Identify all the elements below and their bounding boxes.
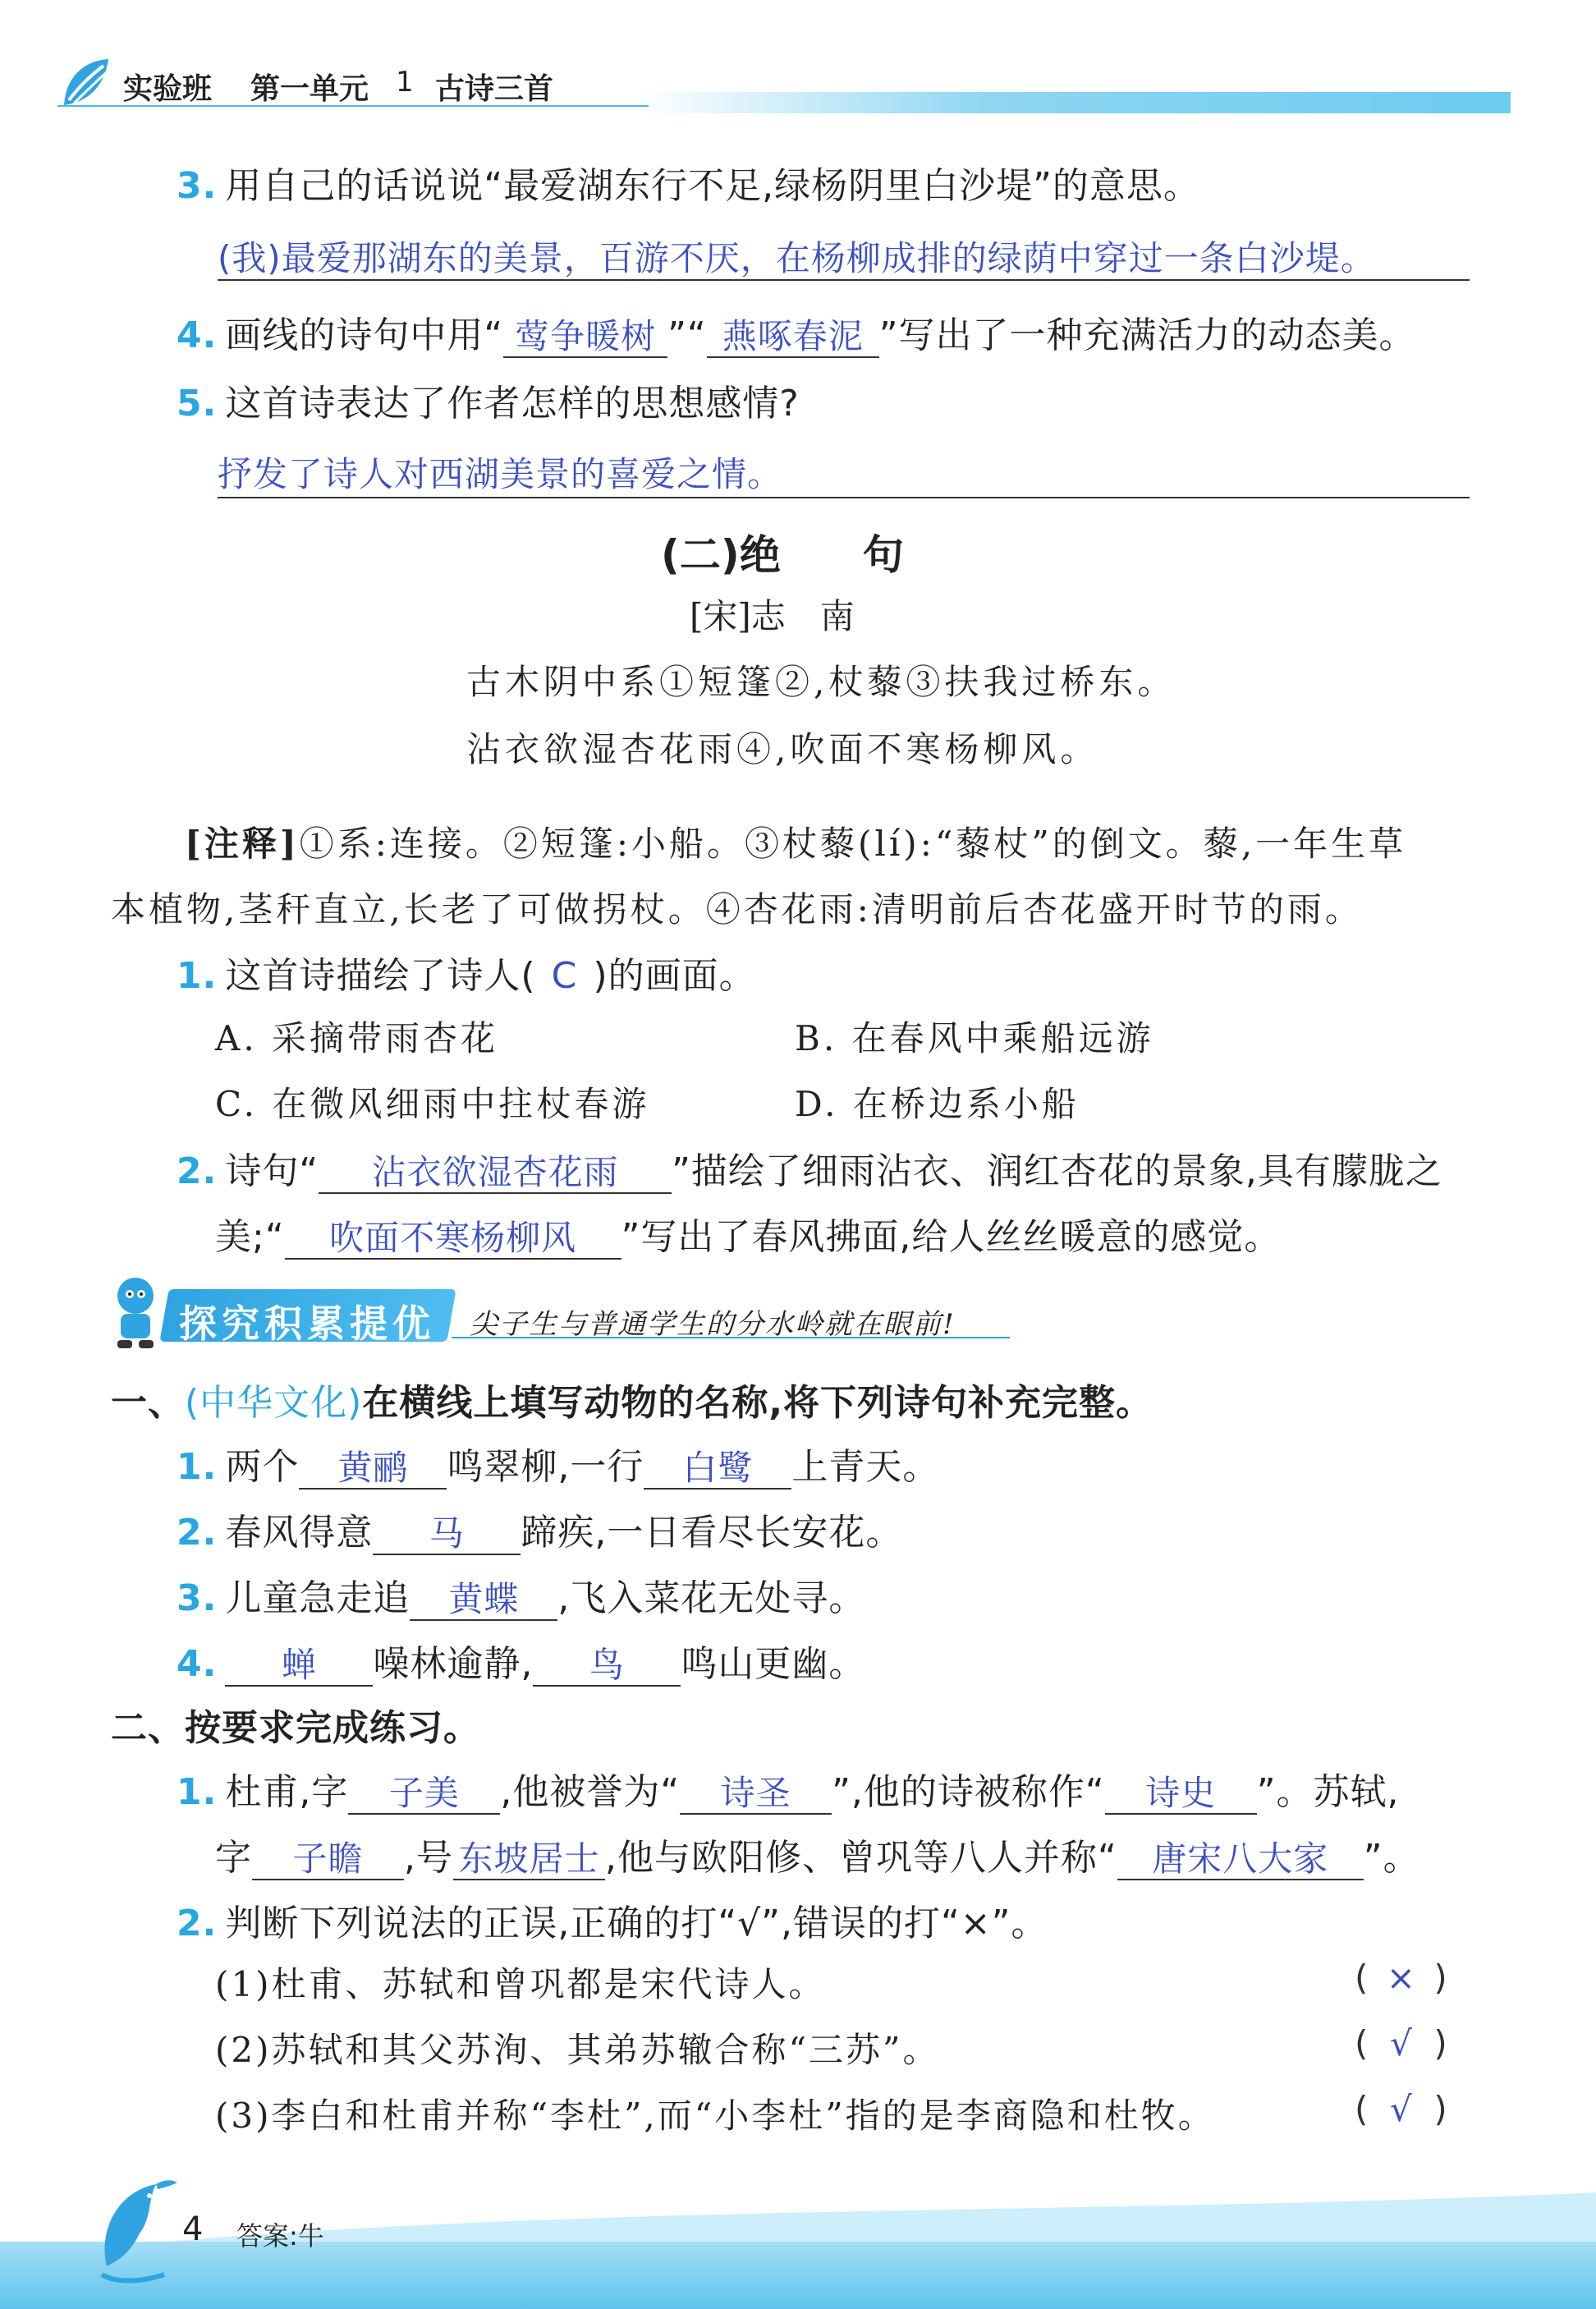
judge-bracket-2: ( √ ) xyxy=(1355,2023,1447,2063)
answer-blank: 诗史 xyxy=(1105,1774,1257,1815)
answer-blank: 子瞻 xyxy=(252,1839,404,1880)
option-b: B. 在春风中乘船远游 xyxy=(795,1018,1154,1058)
answer-blank: 东坡居士 xyxy=(453,1839,605,1880)
mascot-icon xyxy=(103,1271,168,1353)
question-5: 5. 这首诗表达了作者怎样的思想感情? xyxy=(177,383,800,425)
exercise-2-question-1-cont: 字 子瞻 ,号 东坡居士 ,他与欧阳修、曾巩等八人并称“ 唐宋八大家 ”。 xyxy=(215,1837,1420,1879)
poem-title: (二)绝 句 xyxy=(661,531,904,579)
answer-line xyxy=(218,497,1470,498)
exercise-1-item-1: 1. 两个 黄鹂 鸣翠柳,一行 白鹭 上青天。 xyxy=(177,1446,940,1488)
poem-line-2: 沾衣欲湿杏花雨④,吹面不寒杨柳风。 xyxy=(466,729,1099,769)
answer-blank: 马 xyxy=(373,1514,521,1555)
question-4: 4. 画线的诗句中用“ 莺争暖树 ”“ 燕啄春泥 ”写出了一种充满活力的动态美。 xyxy=(177,314,1416,356)
exercise-2-heading: 二、按要求完成练习。 xyxy=(111,1707,480,1749)
judge-mark-3: √ xyxy=(1390,2089,1412,2129)
option-c: C. 在微风细雨中拄杖春游 xyxy=(215,1084,650,1124)
judge-mark-1: × xyxy=(1386,1958,1415,1998)
answer-blank: 黄鹂 xyxy=(299,1448,447,1490)
exercise-1-item-3: 3. 儿童急走追 黄蝶 ,飞入菜花无处寻。 xyxy=(177,1577,866,1619)
header-series: 实验班 xyxy=(123,72,213,106)
exercise-2-question-1: 1. 杜甫,字 子美 ,他被誉为“ 诗圣 ”,他的诗被称作“ 诗史 ”。苏轼, xyxy=(177,1771,1400,1813)
answer-blank: 鸟 xyxy=(533,1646,681,1687)
answer-blank: 黄蝶 xyxy=(410,1580,557,1621)
judge-item-3: (3)李白和杜甫并称“李杜”,而“小李杜”指的是李商隐和杜牧。 xyxy=(215,2096,1215,2136)
answer-blank: 吹面不寒杨柳风 xyxy=(285,1219,621,1260)
answer-blank: 子美 xyxy=(348,1774,500,1815)
notes-label: [注释] xyxy=(185,824,300,864)
leaf-logo-icon xyxy=(57,54,115,112)
header-underline xyxy=(57,105,649,107)
answer-blank: 蝉 xyxy=(225,1646,373,1687)
part2-question-1: 1. 这首诗描绘了诗人( C )的画面。 xyxy=(177,955,756,997)
judge-mark-2: √ xyxy=(1390,2023,1412,2063)
footer-brand: 答案:牛 xyxy=(236,2220,324,2252)
judge-item-1: (1)杜甫、苏轼和曾巩都是宋代诗人。 xyxy=(215,1964,826,2004)
answer-blank: 唐宋八大家 xyxy=(1117,1839,1364,1880)
judge-bracket-3: ( √ ) xyxy=(1355,2089,1447,2129)
culture-tag: (中华文化) xyxy=(185,1382,363,1424)
exercise-1-heading: 一、(中华文化)在横线上填写动物的名称,将下列诗句补充完整。 xyxy=(111,1382,1153,1424)
question-3: 3. 用自己的话说说“最爱湖东行不足,绿杨阴里白沙堤”的意思。 xyxy=(177,165,1200,207)
banner-underline xyxy=(452,1337,1010,1338)
answer-blank: 燕啄春泥 xyxy=(707,317,879,358)
poem-notes-line-2: 本植物,茎秆直立,长老了可做拐杖。④杏花雨:清明前后杏花盛开时节的雨。 xyxy=(111,889,1363,930)
exercise-1-item-2: 2. 春风得意 马 蹄疾,一日看尽长安花。 xyxy=(177,1512,903,1554)
question-5-answer: 抒发了诗人对西湖美景的喜爱之情。 xyxy=(218,454,783,494)
judge-item-2: (2)苏轼和其父苏洵、其弟苏辙合称“三苏”。 xyxy=(215,2030,940,2070)
poem-notes-line-1: [注释]①系:连接。②短篷:小船。③杖藜(lí):“藜杖”的倒文。藜,一年生草 xyxy=(185,824,1407,864)
option-a: A. 采摘带雨杏花 xyxy=(215,1018,499,1058)
answer-blank: 沾衣欲湿杏花雨 xyxy=(319,1153,672,1194)
header-lesson-number: 1 xyxy=(396,66,414,99)
part2-question-2: 2. 诗句“ 沾衣欲湿杏花雨 ”描绘了细雨沾衣、润红杏花的景象,具有朦胧之 xyxy=(177,1150,1442,1192)
header-bar xyxy=(640,92,1511,113)
part2-question-2-cont: 美;“ 吹面不寒杨柳风 ”写出了春风拂面,给人丝丝暖意的感觉。 xyxy=(215,1216,1282,1258)
dolphin-icon xyxy=(90,2168,181,2291)
answer-blank: 白鹭 xyxy=(644,1448,791,1490)
exercise-1-item-4: 4. 蝉 噪林逾静, 鸟 鸣山更幽。 xyxy=(177,1643,866,1685)
header-lesson-title: 古诗三首 xyxy=(435,72,554,106)
answer-line xyxy=(218,279,1470,281)
poem-line-1: 古木阴中系①短篷②,杖藜③扶我过桥东。 xyxy=(466,662,1176,702)
exercise-2-question-2: 2. 判断下列说法的正误,正确的打“√”,错误的打“×”。 xyxy=(177,1903,1048,1944)
answer-blank: 诗圣 xyxy=(680,1774,832,1815)
page-number: 4 xyxy=(182,2210,204,2248)
option-d: D. 在桥边系小船 xyxy=(795,1084,1080,1124)
choice-answer: C xyxy=(551,955,578,997)
banner-title: 探究积累提优 xyxy=(179,1301,435,1346)
question-3-answer: (我)最爱那湖东的美景，百游不厌，在杨柳成排的绿荫中穿过一条白沙堤。 xyxy=(218,238,1376,278)
banner-slogan: 尖子生与普通学生的分水岭就在眼前! xyxy=(470,1308,956,1341)
answer-blank: 莺争暖树 xyxy=(503,317,667,358)
poem-author: [宋]志 南 xyxy=(690,596,855,636)
judge-bracket-1: ( × ) xyxy=(1355,1958,1447,1998)
header-unit: 第一单元 xyxy=(250,72,369,106)
